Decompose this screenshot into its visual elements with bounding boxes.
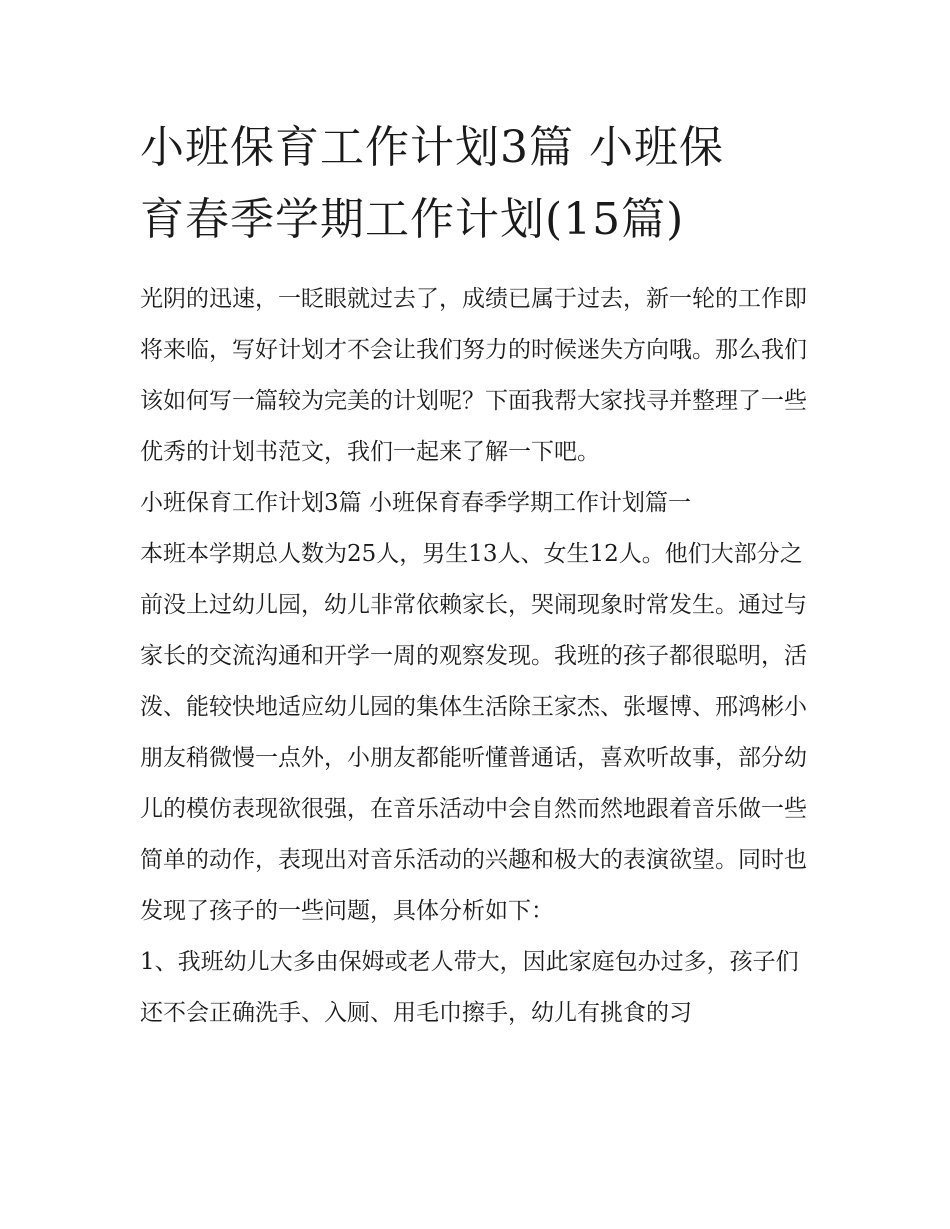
title-line-1: 小班保育工作计划3篇 小班保 xyxy=(140,122,724,173)
document-page xyxy=(140,112,820,1039)
title-line-2: 育春季学期工作计划(15篇) xyxy=(140,194,685,245)
document-title xyxy=(140,112,820,256)
class-analysis-paragraph: 本班本学期总人数为25人，男生13人、女生12人。他们大部分之前没上过幼儿园，幼儿非常依赖家长，哭闹现象时常发生。通过与家长的交流沟通和开学一周的观察发现。我班的孩子都很聪明，活泼、能较快地适应幼儿园的集体生活除王家杰、张堰博、邢鸿彬小朋友稍微慢一点外，小朋友都能听懂普通话，喜欢听故事，部分幼儿的模仿表现欲很强，在音乐活动中会自然而然地跟着音乐做一些简单的动作，表现出对音乐活动的兴趣和极大的表演欲望。同时也发现了孩子的一些问题，具体分析如下： xyxy=(140,541,807,924)
document-body xyxy=(140,274,820,1039)
intro-paragraph: 光阴的迅速，一眨眼就过去了，成绩已属于过去，新一轮的工作即将来临，写好计划才不会让我们努力的时候迷失方向哦。那么我们该如何写一篇较为完美的计划呢？下面我帮大家找寻并整理了一些优秀的计划书范文，我们一起来了解一下吧。 xyxy=(140,286,807,465)
numbered-item-1: 1、我班幼儿大多由保姆或老人带大，因此家庭包办过多，孩子们还不会正确洗手、入厕、用毛巾擦手，幼儿有挑食的习 xyxy=(140,949,799,1026)
section-heading: 小班保育工作计划3篇 小班保育春季学期工作计划篇一 xyxy=(140,490,691,516)
